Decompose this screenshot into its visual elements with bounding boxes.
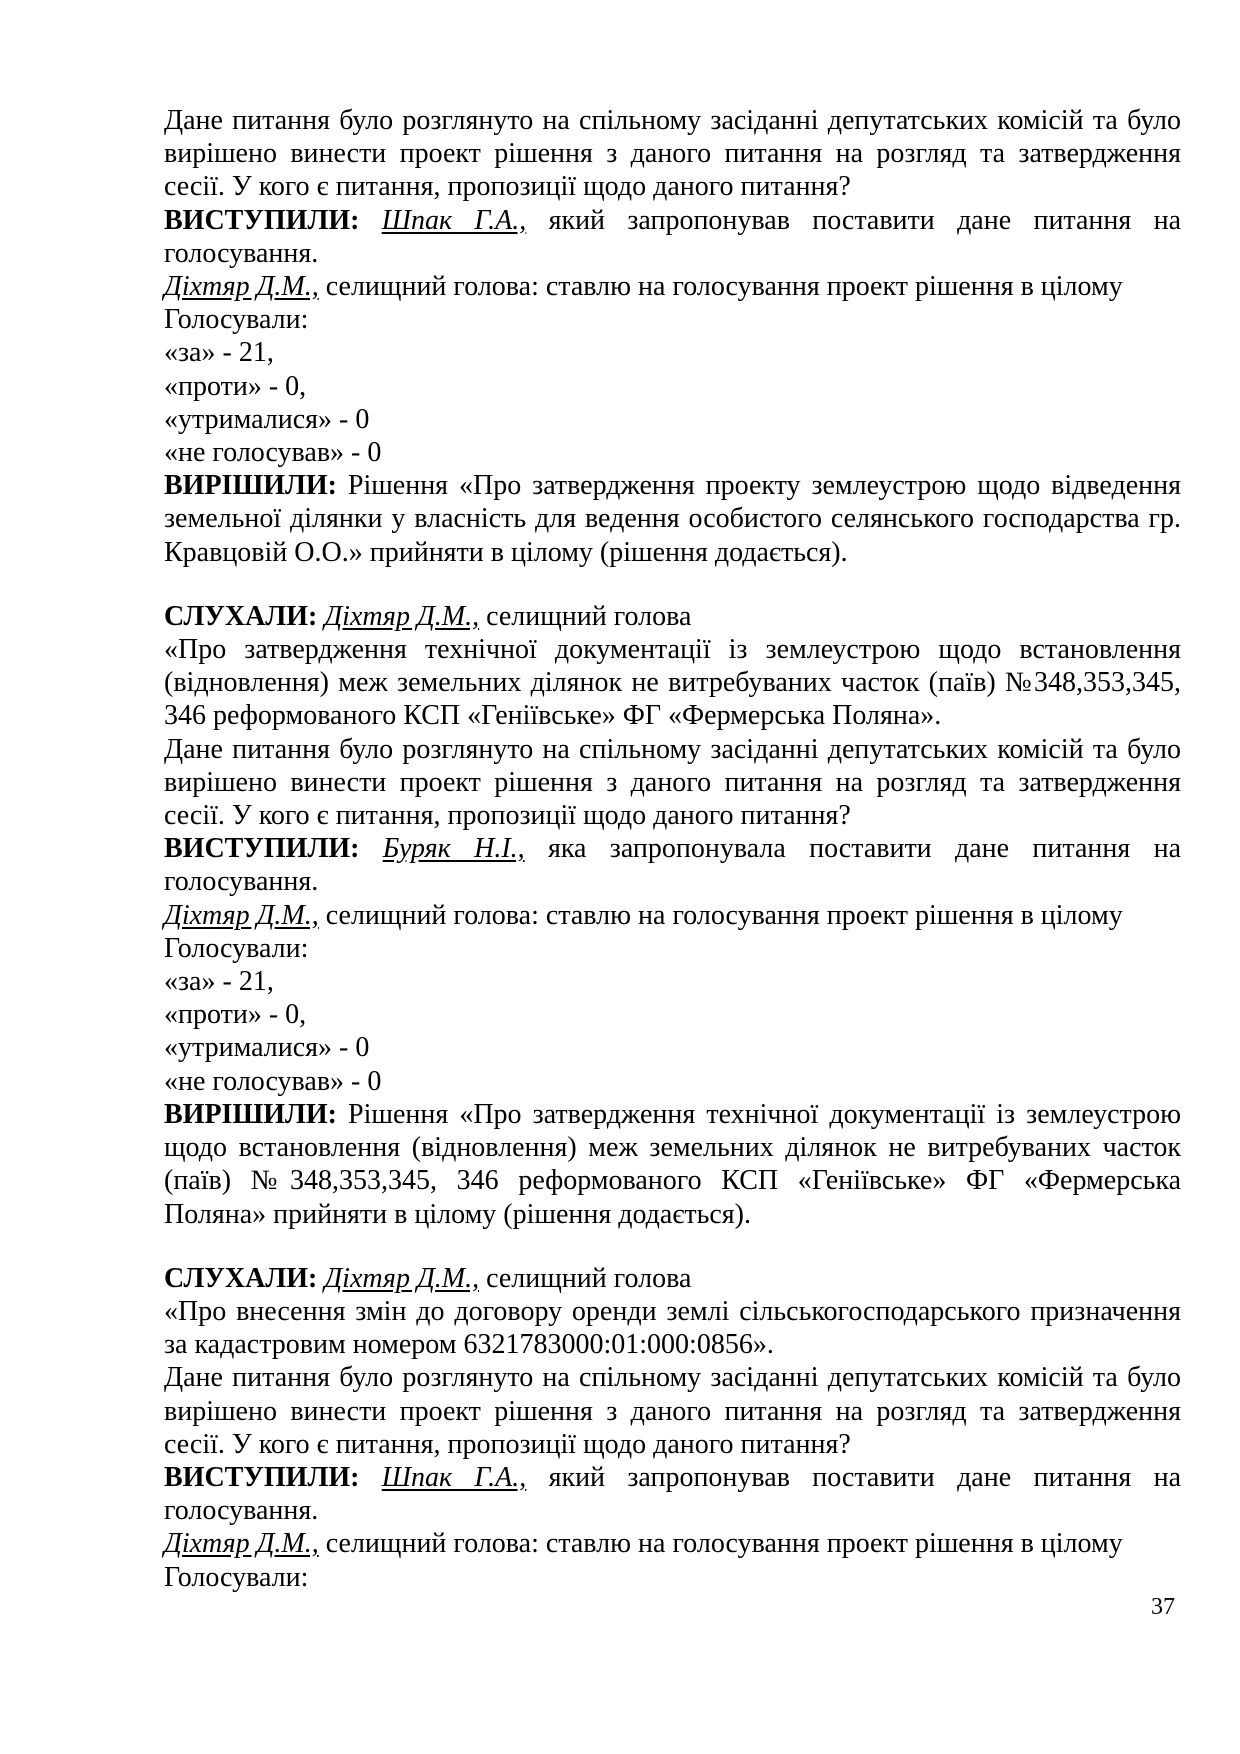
heard-label: СЛУХАЛИ: xyxy=(164,600,318,632)
topic-paragraph: «Про затвердження технічної документації із землеустрою щодо встановлення (відновлення) меж земельних ділянок не витребуваних часток (паїв) №348,353,345, 346 реформованого КСП «Генiївське» ФГ «Фермерська Поляна». xyxy=(164,634,1181,732)
vote-not-voted: «не голосував» - 0 xyxy=(164,1065,382,1097)
vote-call-line xyxy=(164,899,1181,932)
decision-text: Рішення «Про затвердження проекту землеустрою щодо відведення земельної ділянки у власність для ведення особистого селянського господарства гр. Кравцовій О.О.» прийняти в цілому (рішення додається). xyxy=(164,470,1181,568)
speakers-label: ВИСТУПИЛИ: xyxy=(164,204,360,236)
voted-label: Голосували: xyxy=(164,932,309,964)
considered-paragraph: Дане питання було розглянуто на спільному засіданні депутатських комісій та було вирішено винести проект рішення з даного питання на розгляд та затвердження сесії. У кого є питання, пропозиції щодо даного питання? xyxy=(164,733,1181,832)
vote-call-text: селищний голова: ставлю на голосування проект рішення в цілому xyxy=(318,899,1123,931)
topic-paragraph: «Про внесення змін до договору оренди землі сільськогосподарського призначення за кадастровим номером 6321783000:01:000:0856». xyxy=(164,1295,1181,1361)
speakers-paragraph xyxy=(164,204,1181,270)
speaker-name: Шпак Г.А., xyxy=(381,204,527,236)
voted-label: Голосували: xyxy=(164,1561,309,1593)
vote-for: «за» - 21, xyxy=(164,337,274,369)
speaker-proposal: який запропонував поставити дане питання на голосування. xyxy=(164,1461,1181,1527)
considered-paragraph: Дане питання було розглянуто на спільному засіданні депутатських комісій та було вирішено винести проект рішення з даного питання на розгляд та затвердження сесії. У кого є питання, пропозиції щодо даного питання? xyxy=(164,1362,1181,1460)
vote-against: «проти» - 0, xyxy=(164,370,307,402)
chair-name: Діхтяр Д.М., xyxy=(164,271,319,303)
speaker-proposal: яка запропонувала поставити дане питання на голосування. xyxy=(164,833,1181,898)
vote-against: «проти» - 0, xyxy=(164,999,307,1031)
chair-name: Діхтяр Д.М., xyxy=(164,899,319,931)
chair-name: Діхтяр Д.М., xyxy=(324,1262,480,1294)
vote-abstained: «утрималися» - 0 xyxy=(164,403,370,435)
vote-call-line xyxy=(164,1527,1181,1560)
decision-paragraph xyxy=(164,1098,1181,1231)
vote-call-text: селищний голова: ставлю на голосування проект рішення в цілому xyxy=(318,271,1123,303)
considered-paragraph: Дане питання було розглянуто на спільному засіданні депутатських комісій та було вирішено винести проект рішення з даного питання на розгляд та затвердження сесії. У кого є питання, пропозиції щодо даного питання? xyxy=(164,105,1181,203)
chair-name: Діхтяр Д.М., xyxy=(164,1528,319,1560)
speakers-label: ВИСТУПИЛИ: xyxy=(164,1461,360,1493)
speakers-paragraph xyxy=(164,1461,1181,1527)
vote-call-line xyxy=(164,270,1181,303)
page-number: 37 xyxy=(1151,1594,1175,1620)
vote-abstained: «утрималися» - 0 xyxy=(164,1032,370,1064)
chair-role: селищний голова xyxy=(479,1262,692,1294)
speakers-label: ВИСТУПИЛИ: xyxy=(164,833,360,865)
decision-paragraph xyxy=(164,469,1181,569)
vote-not-voted: «не голосував» - 0 xyxy=(164,437,382,469)
chair-role: селищний голова xyxy=(479,600,692,632)
heard-line xyxy=(164,600,1181,633)
chair-name: Діхтяр Д.М., xyxy=(324,600,480,632)
speaker-name: Буряк Н.І., xyxy=(382,833,525,865)
heard-label: СЛУХАЛИ: xyxy=(164,1262,318,1294)
decision-label: ВИРІШИЛИ: xyxy=(164,1098,337,1130)
speakers-paragraph xyxy=(164,832,1181,898)
voted-label: Голосували: xyxy=(164,304,309,336)
speaker-proposal: який запропонував поставити дане питання на голосування. xyxy=(164,204,1181,269)
speaker-name: Шпак Г.А., xyxy=(381,1461,527,1493)
vote-call-text: селищний голова: ставлю на голосування проект рішення в цілому xyxy=(318,1528,1123,1560)
vote-for: «за» - 21, xyxy=(164,966,274,998)
section-gap xyxy=(164,1231,1181,1262)
decision-text: Рішення «Про затвердження технічної документації із землеустрою щодо встановлення (відновлення) меж земельних ділянок не витребуваних часток (паїв) №348,353,345, 346 реформованого КСП «Геніївське» ФГ «Фермерська Поляна» прийняти в цілому (рішення додається). xyxy=(164,1098,1181,1230)
decision-label: ВИРІШИЛИ: xyxy=(164,470,337,502)
heard-line xyxy=(164,1262,1181,1295)
section-gap xyxy=(164,569,1181,600)
document-page xyxy=(164,104,1181,1594)
